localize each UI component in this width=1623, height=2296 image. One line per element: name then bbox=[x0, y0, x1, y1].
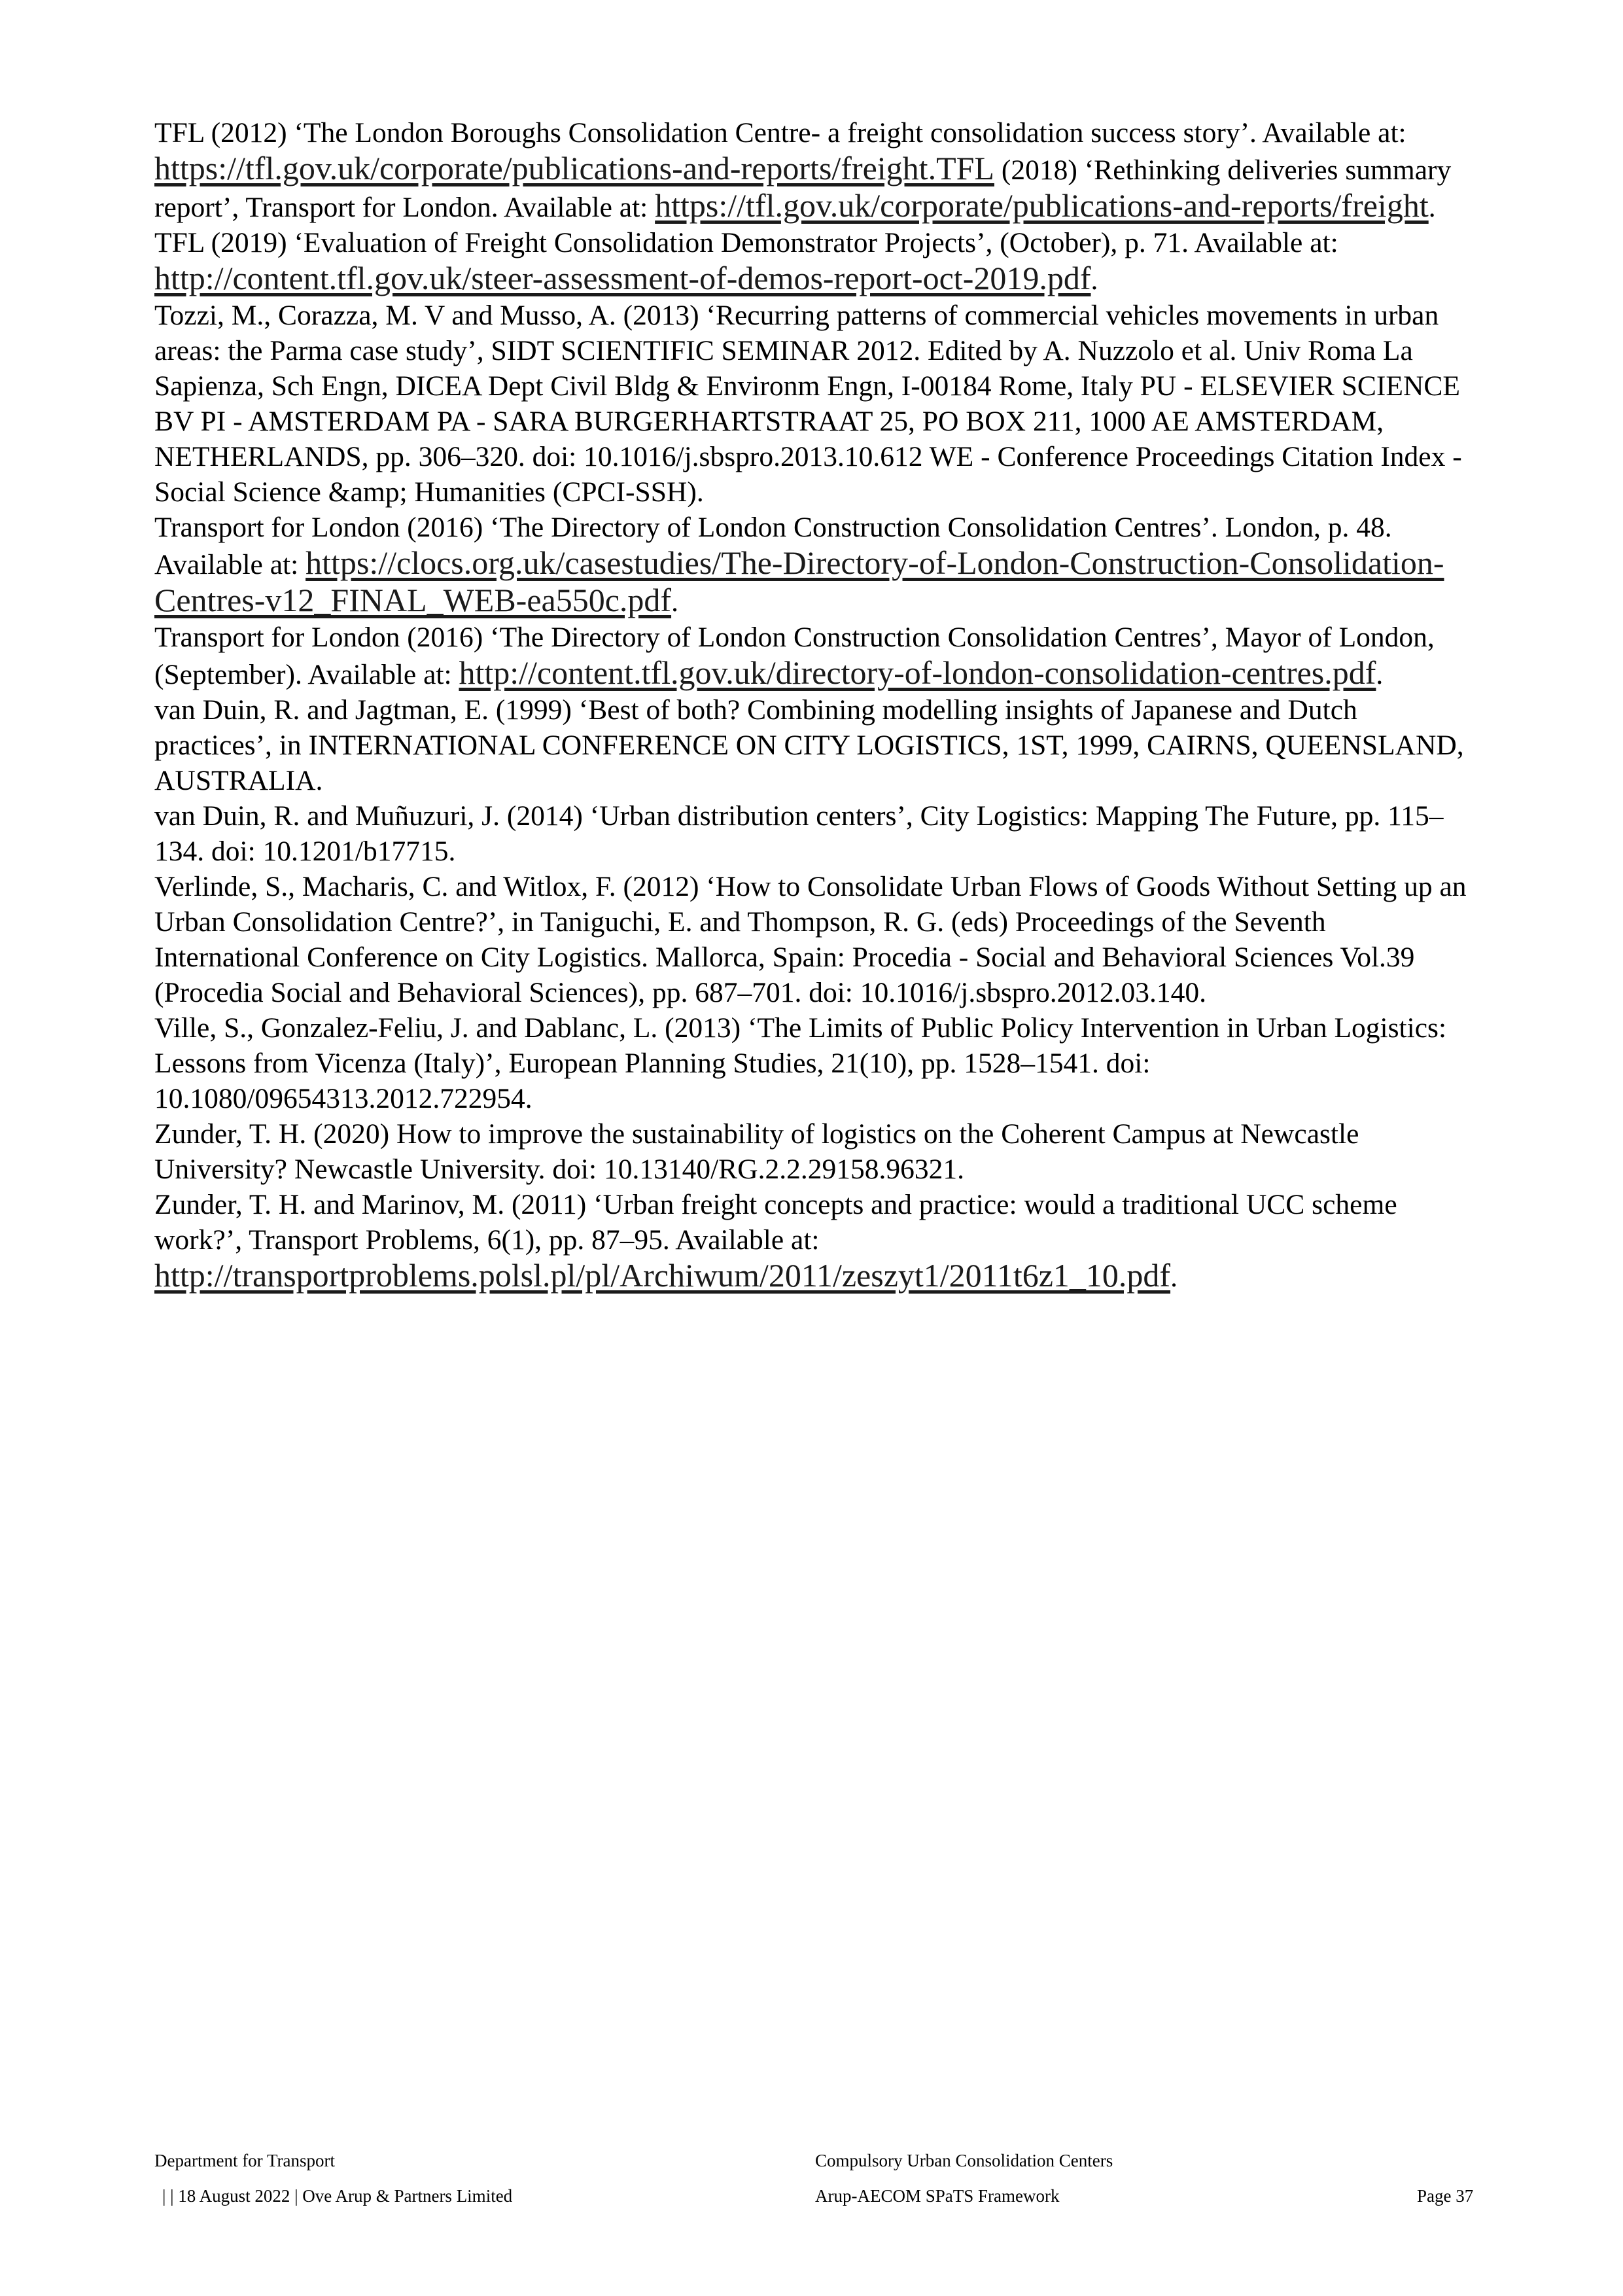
reference-link[interactable]: https://clocs.org.uk/casestudies/The-Directory-of-London-Construction-Consolidation-Centres-v12_FINAL_WEB-ea550c.pdf bbox=[154, 544, 1444, 618]
reference-entry bbox=[154, 115, 1476, 225]
reference-entry bbox=[154, 620, 1476, 692]
reference-entry bbox=[154, 798, 1476, 869]
reference-entry bbox=[154, 869, 1476, 1010]
page-number: Page 37 bbox=[1417, 2186, 1474, 2206]
reference-text: Zunder, T. H. and Marinov, M. (2011) ‘Urban freight concepts and practice: would a traditional UCC scheme work?’, Transport Problems, 6(1), pp. 87–95. Available at: bbox=[154, 1189, 1397, 1256]
reference-text: . bbox=[1428, 192, 1436, 223]
reference-text: TFL (2019) ‘Evaluation of Freight Consolidation Demonstrator Projects’, (October), p. 71. Available at: bbox=[154, 227, 1338, 258]
reference-text: Transport for London (2016) ‘The Directory of London Construction Consolidation Centres’. London, p. 48. Available at: bbox=[154, 512, 1392, 580]
footer-framework: Arup-AECOM SPaTS Framework bbox=[815, 2186, 1060, 2206]
reference-link[interactable]: https://tfl.gov.uk/corporate/publications-and-reports/freight bbox=[655, 187, 1429, 224]
reference-link[interactable]: http://transportproblems.polsl.pl/pl/Archiwum/2011/zeszyt1/2011t6z1_10.pdf bbox=[154, 1257, 1171, 1294]
footer-report-title: Compulsory Urban Consolidation Centers bbox=[815, 2151, 1113, 2170]
reference-text: TFL (2012) ‘The London Boroughs Consolidation Centre- a freight consolidation success story’. Available at: bbox=[154, 117, 1406, 149]
reference-text: van Duin, R. and Muñuzuri, J. (2014) ‘Urban distribution centers’, City Logistics: Mapping The Future, pp. 115–134. doi: 10.1201/b17715. bbox=[154, 800, 1444, 867]
reference-text: Transport for London (2016) ‘The Directory of London Construction Consolidation Centres’, Mayor of London, (September). Available at: bbox=[154, 622, 1435, 690]
reference-text: (2018) ‘Rethinking deliveries summary report’, Transport for London. Available at: bbox=[154, 154, 1452, 223]
reference-text: van Duin, R. and Jagtman, E. (1999) ‘Best of both? Combining modelling insights of Japanese and Dutch practices’, in INTERNATIONAL CONFERENCE ON CITY LOGISTICS, 1ST, 1999, CAIRNS, QUEENSLAND, AUSTRALIA. bbox=[154, 694, 1464, 796]
reference-text: Tozzi, M., Corazza, M. V and Musso, A. (2013) ‘Recurring patterns of commercial vehicles movements in urban areas: the Parma case study’, SIDT SCIENTIFIC SEMINAR 2012. Edited by A. Nuzzolo et al. Univ Roma La Sapienza, Sch Engn, DICEA Dept Civil Bldg & Environm Engn, I-00184 Rome, Italy PU - ELSEVIER SCIENCE BV PI - AMSTERDAM PA - SARA BURGERHARTSTRAAT 25, PO BOX 211, 1000 AE AMSTERDAM, NETHERLANDS, pp. 306–320. doi: 10.1016/j.sbspro.2013.10.612 WE - Conference Proceedings Citation Index - Social Science &amp; Humanities (CPCI-SSH). bbox=[154, 300, 1462, 508]
footer-client: Department for Transport bbox=[154, 2151, 335, 2170]
reference-entry bbox=[154, 225, 1476, 298]
reference-text: Ville, S., Gonzalez-Feliu, J. and Dablanc, L. (2013) ‘The Limits of Public Policy Intervention in Urban Logistics: Lessons from Vicenza (Italy)’, European Planning Studies, 21(10), pp. 1528–1541. doi: 10.1080/09654313.2012.722954. bbox=[154, 1012, 1447, 1114]
reference-link[interactable]: http://content.tfl.gov.uk/steer-assessment-of-demos-report-oct-2019.pdf bbox=[154, 260, 1091, 296]
reference-text: . bbox=[1170, 1262, 1178, 1293]
reference-entry bbox=[154, 692, 1476, 798]
reference-entry bbox=[154, 1187, 1476, 1295]
reference-link[interactable]: https://tfl.gov.uk/corporate/publications-and-reports/freight.TFL bbox=[154, 150, 994, 186]
reference-entry bbox=[154, 1116, 1476, 1187]
reference-text: Verlinde, S., Macharis, C. and Witlox, F. (2012) ‘How to Consolidate Urban Flows of Goods Without Setting up an Urban Consolidation Centre?’, in Taniguchi, E. and Thompson, R. G. (eds) Proceedings of the Seventh International Conference on City Logistics. Mallorca, Spain: Procedia - Social and Behavioral Sciences Vol.39 (Procedia Social and Behavioral Sciences), pp. 687–701. doi: 10.1016/j.sbspro.2012.03.140. bbox=[154, 871, 1467, 1008]
reference-text: . bbox=[671, 586, 678, 618]
footer-meta: | | 18 August 2022 | Ove Arup & Partners Limited bbox=[162, 2186, 513, 2206]
reference-link[interactable]: http://content.tfl.gov.uk/directory-of-london-consolidation-centres.pdf bbox=[459, 654, 1376, 691]
reference-text: Zunder, T. H. (2020) How to improve the sustainability of logistics on the Coherent Campus at Newcastle University? Newcastle University. doi: 10.13140/RG.2.2.29158.96321. bbox=[154, 1118, 1359, 1185]
reference-text: . bbox=[1091, 264, 1098, 296]
reference-entry bbox=[154, 510, 1476, 620]
reference-list bbox=[154, 115, 1476, 1295]
reference-text: . bbox=[1376, 659, 1384, 690]
reference-entry bbox=[154, 1010, 1476, 1116]
reference-entry bbox=[154, 298, 1476, 510]
